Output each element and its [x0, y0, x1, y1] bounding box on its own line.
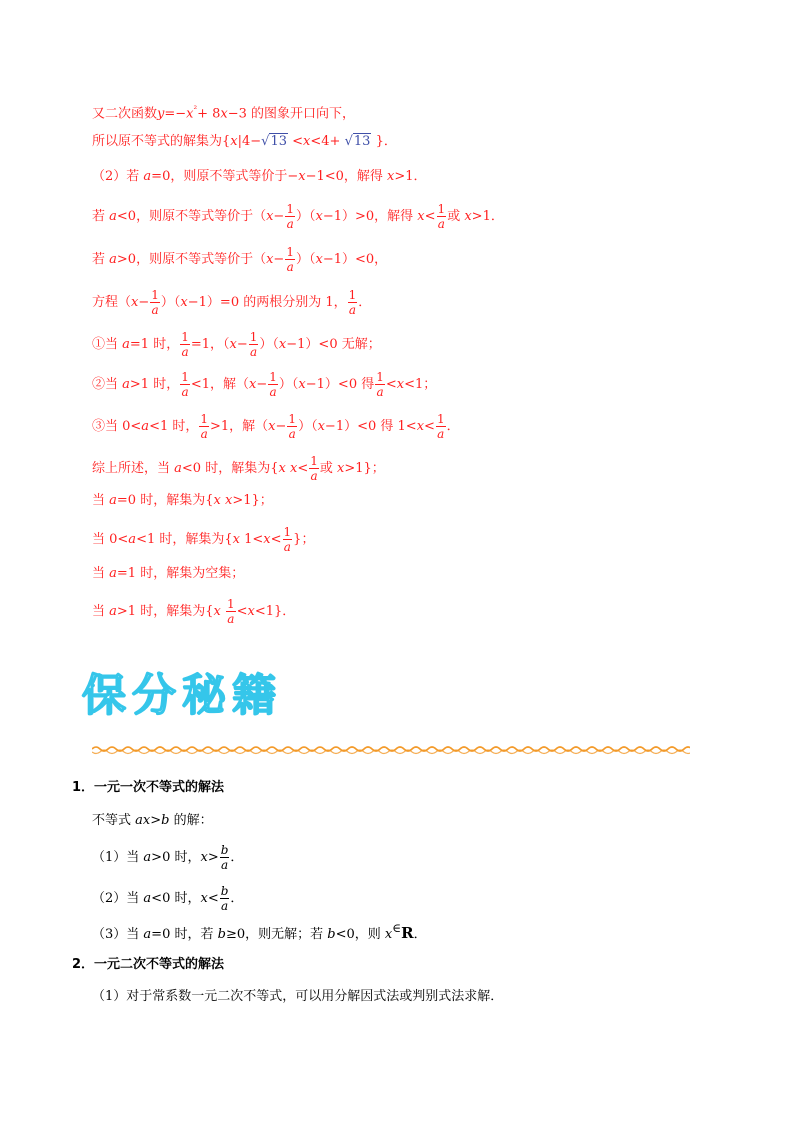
var-x: x — [268, 419, 276, 434]
var-x: x — [266, 209, 274, 224]
radicand: 13 — [270, 134, 288, 149]
fraction — [268, 370, 278, 399]
tip-2-case-1 — [92, 988, 503, 1006]
denominator: a — [227, 612, 235, 626]
text: 所以原不等式的解集为{ — [92, 134, 231, 149]
var-x: x — [315, 252, 323, 267]
text: −1）<0 得 1< — [324, 419, 417, 434]
var-x: x — [263, 532, 271, 547]
solution-line-3 — [92, 168, 427, 186]
denominator: a — [286, 217, 294, 231]
text: −1）>0，解得 — [322, 209, 418, 224]
text: ③当 0< — [92, 419, 142, 434]
text: − — [138, 295, 150, 310]
text: 综上所述，当 — [92, 461, 175, 476]
text: ． — [446, 419, 460, 434]
fraction — [249, 330, 259, 359]
var-x: x — [200, 891, 208, 906]
fraction — [199, 412, 209, 441]
denominator: a — [220, 899, 229, 913]
text: 或 — [319, 461, 337, 476]
text: |4− — [237, 134, 262, 149]
text: ）（ — [295, 252, 316, 267]
denominator: a — [286, 260, 294, 274]
text: ≥0，则无解；若 — [225, 927, 328, 942]
var-x: x — [289, 461, 298, 476]
text — [221, 604, 225, 619]
text: <1}． — [254, 604, 296, 619]
text: <0，则 — [335, 927, 385, 942]
solution-line-7 — [92, 330, 381, 359]
var-a: a — [174, 461, 182, 476]
text: （3）当 — [92, 927, 144, 942]
numerator: 1 — [269, 370, 277, 384]
tip-1-case-1 — [92, 843, 243, 872]
var-y: y — [157, 106, 165, 122]
numerator: 1 — [181, 370, 189, 384]
fraction — [150, 288, 160, 317]
sqrt-13: √13 — [344, 134, 371, 149]
text: < — [424, 419, 435, 434]
text: < — [297, 461, 309, 476]
text: =0 时，解集为{ — [116, 493, 214, 508]
numerator: 1 — [310, 454, 318, 468]
text: 又二次函数 — [92, 106, 158, 122]
text: − — [236, 337, 248, 352]
var-x: x — [315, 209, 323, 224]
var-x: x — [230, 134, 238, 149]
text: ． — [230, 891, 244, 906]
denominator: a — [310, 469, 318, 483]
solution-line-14 — [92, 597, 295, 626]
text: （1）当 — [92, 850, 144, 865]
text: >1，解（ — [210, 419, 269, 434]
text: =1 时， — [129, 337, 180, 352]
var-x: x — [278, 337, 287, 352]
text: 的解： — [169, 813, 213, 828]
fraction — [309, 454, 319, 483]
var-x: x — [337, 461, 345, 476]
tip-1-case-3 — [92, 921, 427, 944]
var-x: x — [247, 604, 255, 619]
var-a: a — [143, 169, 152, 184]
text: >1． — [471, 209, 504, 224]
denominator: a — [437, 217, 445, 231]
numerator: 1 — [226, 597, 235, 611]
numerator: 1 — [376, 370, 384, 384]
var-x: x — [464, 209, 472, 224]
var-x: x — [186, 106, 194, 122]
text: 不等式 — [92, 813, 136, 828]
solution-line-9 — [92, 412, 460, 441]
numerator: 1 — [436, 412, 445, 426]
text: + 8 — [197, 106, 221, 122]
text: ）（ — [278, 377, 299, 392]
text: ①当 — [92, 337, 123, 352]
tip-1-case-2 — [92, 884, 243, 913]
fraction — [437, 202, 447, 231]
text: > — [207, 850, 219, 865]
text: 或 — [447, 209, 465, 224]
denominator: a — [181, 385, 189, 399]
var-a: a — [141, 419, 150, 434]
denominator: a — [151, 303, 159, 317]
denominator: a — [269, 385, 277, 399]
tip-1-title — [72, 779, 224, 797]
var-x: x — [416, 419, 425, 434]
text: （1）对于常系数一元二次不等式，可以用分解因式法或判别式法求解． — [92, 989, 504, 1004]
text: − — [273, 209, 285, 224]
var-a: a — [143, 850, 152, 865]
fraction — [375, 370, 385, 399]
element-of-symbol: ∈ — [392, 921, 402, 935]
text: < — [270, 532, 282, 547]
var-x: x — [317, 419, 325, 434]
text: ． — [230, 850, 244, 865]
text: <4+ — [310, 134, 345, 149]
text: =0 时，若 — [151, 927, 218, 942]
fraction — [220, 884, 230, 913]
solution-line-4 — [92, 202, 504, 231]
solution-line-5 — [92, 245, 387, 274]
solution-line-12 — [92, 525, 314, 554]
var-a: a — [122, 337, 130, 352]
var-x: x — [131, 295, 139, 310]
var-x: x — [396, 377, 405, 392]
text: > — [150, 813, 162, 828]
tip-2-title — [72, 956, 224, 974]
fraction — [285, 245, 295, 274]
var-b: b — [217, 927, 226, 942]
solution-line-13 — [92, 565, 244, 583]
numerator: b — [220, 843, 229, 857]
section-title: 保分秘籍 — [82, 670, 282, 721]
numerator: 1 — [283, 525, 292, 539]
text: ）（ — [298, 419, 318, 434]
text: <1 时， — [149, 419, 199, 434]
denominator: a — [250, 345, 258, 359]
text: 1．一元一次不等式的解法 — [72, 780, 225, 795]
var-a: a — [109, 604, 117, 619]
var-a: a — [109, 209, 117, 224]
text: 当 0< — [92, 532, 129, 547]
text: =0，则原不等式等价于− — [151, 169, 299, 184]
text: −1）<0 得 — [305, 377, 375, 392]
text: >1． — [394, 169, 427, 184]
text: < — [207, 891, 219, 906]
var-a: a — [109, 566, 117, 581]
text: − — [275, 419, 287, 434]
text: >0 时， — [151, 850, 201, 865]
text: <0，则原不等式等价于（ — [116, 209, 267, 224]
text: −3 的图象开口向下， — [227, 106, 356, 122]
text: −1）=0 的两根分别为 1， — [187, 295, 347, 310]
radicand: 13 — [353, 134, 371, 149]
text: 若 — [92, 209, 110, 224]
text: <0 时， — [151, 891, 201, 906]
text: <1 时，解集为{ — [136, 532, 233, 547]
text: 当 — [92, 566, 110, 581]
denominator: a — [220, 858, 229, 872]
fraction — [348, 288, 358, 317]
text: =− — [164, 106, 187, 122]
text: < — [424, 209, 436, 224]
denominator: a — [181, 345, 189, 359]
denominator: a — [437, 427, 445, 441]
denominator: a — [200, 427, 208, 441]
text: 若 — [92, 252, 110, 267]
var-x: x — [200, 850, 208, 865]
denominator: a — [283, 540, 291, 554]
tip-1-intro — [92, 812, 213, 830]
solution-line-8 — [92, 370, 436, 399]
real-numbers-symbol: R — [401, 924, 414, 942]
text: =1 时，解集为空集； — [116, 566, 245, 581]
sqrt-13: √13 — [261, 134, 288, 149]
text: −1<0，解得 — [305, 169, 388, 184]
text: ②当 — [92, 377, 123, 392]
text: >1}； — [344, 461, 385, 476]
var-x: x — [303, 134, 311, 149]
var-x: x — [298, 377, 306, 392]
denominator: a — [348, 303, 357, 317]
denominator: a — [376, 385, 384, 399]
var-b: b — [161, 813, 170, 828]
numerator: 1 — [348, 288, 357, 302]
numerator: 1 — [288, 412, 297, 426]
var-x: x — [278, 461, 286, 476]
text: 方程（ — [92, 295, 132, 310]
text: ）（ — [160, 295, 181, 310]
var-a: a — [143, 927, 152, 942]
numerator: 1 — [151, 288, 159, 302]
solution-line-1 — [92, 101, 355, 123]
text: <0 时，解集为{ — [181, 461, 279, 476]
fraction — [220, 843, 230, 872]
text: < — [385, 377, 397, 392]
numerator: 1 — [249, 330, 258, 344]
denominator: a — [288, 427, 296, 441]
text: >1 时， — [129, 377, 180, 392]
solution-line-11 — [92, 492, 273, 510]
numerator: 1 — [200, 412, 208, 426]
text: （2）当 — [92, 891, 144, 906]
text: ． — [358, 295, 372, 310]
var-x: x — [213, 493, 221, 508]
var-x: x — [298, 169, 306, 184]
text: （2）若 — [92, 169, 144, 184]
text: 当 — [92, 493, 110, 508]
var-a: a — [143, 891, 152, 906]
text: < — [288, 134, 304, 149]
exponent: ² — [193, 105, 198, 115]
var-x: x — [249, 377, 257, 392]
text: < — [236, 604, 248, 619]
fraction — [287, 412, 297, 441]
var-x: x — [417, 209, 425, 224]
solution-line-6 — [92, 288, 371, 317]
text: −1）<0， — [322, 252, 388, 267]
var-ax: ax — [135, 813, 151, 828]
var-a: a — [109, 252, 117, 267]
var-b: b — [327, 927, 336, 942]
fraction — [283, 525, 293, 554]
var-x: x — [220, 106, 228, 122]
var-x: x — [384, 927, 393, 942]
fraction — [180, 330, 190, 359]
text: }． — [371, 134, 397, 149]
fraction — [226, 597, 236, 626]
fraction — [180, 370, 190, 399]
fraction — [285, 202, 295, 231]
text: − — [273, 252, 285, 267]
text: ． — [413, 927, 427, 942]
var-x: x — [229, 337, 237, 352]
text: − — [256, 377, 268, 392]
var-x: x — [232, 532, 240, 547]
var-a: a — [109, 493, 117, 508]
numerator: b — [220, 884, 229, 898]
section-title-art — [80, 666, 300, 722]
text: }； — [293, 532, 315, 547]
var-a: a — [122, 377, 130, 392]
solution-line-10 — [92, 454, 385, 483]
numerator: 1 — [286, 245, 294, 259]
text: 1< — [239, 532, 264, 547]
var-x: x — [213, 604, 221, 619]
text: −1）<0 无解； — [286, 337, 381, 352]
numerator: 1 — [181, 330, 189, 344]
text: ）（ — [295, 209, 316, 224]
var-a: a — [128, 532, 137, 547]
var-x: x — [387, 169, 395, 184]
var-x: x — [266, 252, 274, 267]
text: <1，解（ — [190, 377, 250, 392]
fraction — [436, 412, 446, 441]
text: <1； — [404, 377, 437, 392]
var-x: x — [224, 493, 233, 508]
text: >1 时，解集为{ — [116, 604, 214, 619]
text: 当 — [92, 604, 110, 619]
text: ）（ — [259, 337, 279, 352]
numerator: 1 — [286, 202, 294, 216]
text: =1，（ — [190, 337, 230, 352]
text: >0，则原不等式等价于（ — [116, 252, 267, 267]
var-x: x — [180, 295, 188, 310]
wavy-divider — [92, 744, 690, 756]
numerator: 1 — [437, 202, 446, 216]
solution-line-2 — [92, 133, 397, 151]
text: 2．一元二次不等式的解法 — [72, 957, 225, 972]
text: >1}； — [232, 493, 273, 508]
